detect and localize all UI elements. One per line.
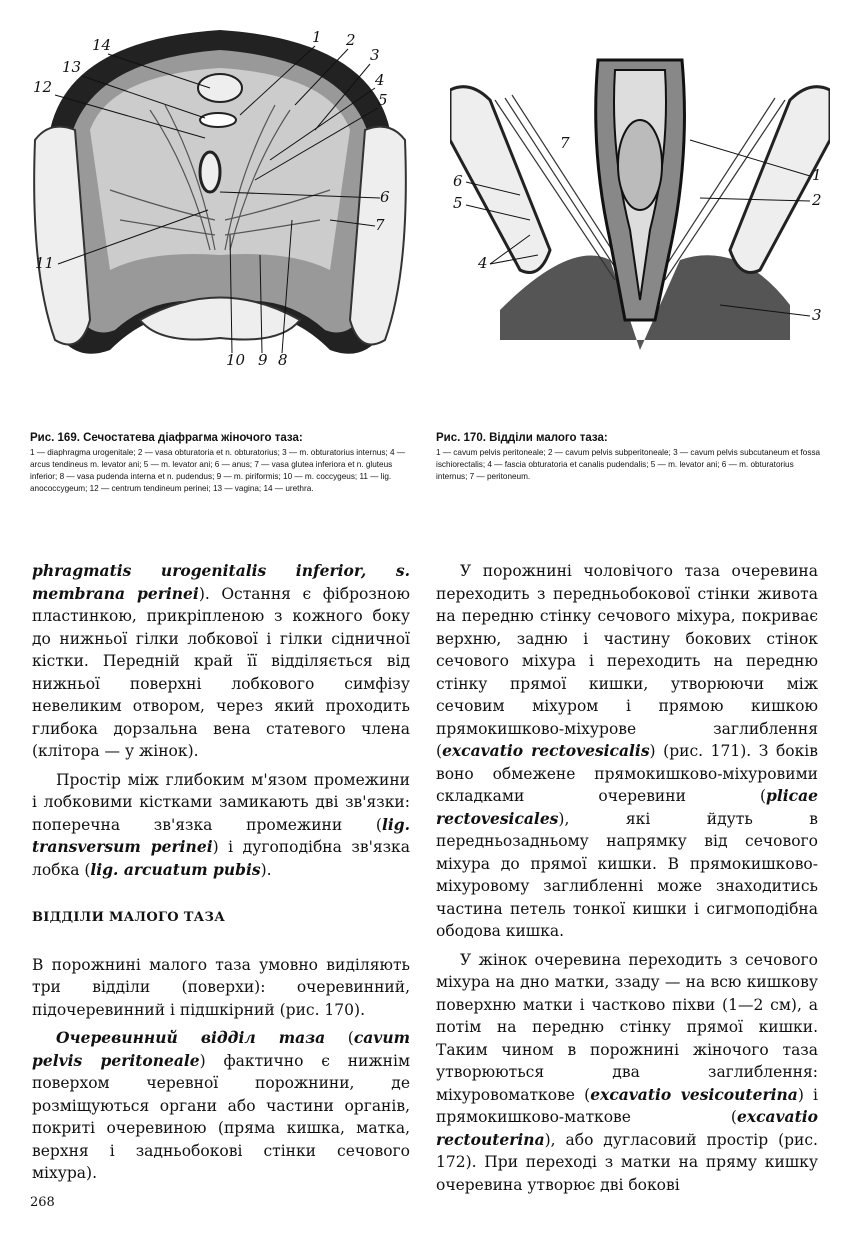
figure-169-caption-title: Рис. 169. Сечостатева діафрагма жіночого таза: [30,432,303,444]
fig169-label-4: 4 [375,71,385,89]
figure-170-illustration [450,20,830,375]
text-run: Простір між глибоким м'язом промежини і лобковими кістками замикають дві зв'язки: поперечна зв'язка промежини ( [32,770,410,834]
left-paragraph-4 [32,1027,410,1185]
left-paragraph-1 [32,560,410,763]
left-paragraph-3: В порожнині малого таза умовно виділяють три відділи (поверхи): очеревинний, підочеревинний і підшкірний (рис. 170). [32,955,410,1019]
figure-170-caption [436,432,826,483]
fig169-label-14: 14 [92,36,112,54]
fig169-label-12: 12 [33,78,53,96]
right-column [436,560,818,1202]
fig169-label-5: 5 [378,91,388,109]
fig169-label-1: 1 [312,28,322,46]
figure-169-caption-body: 1 — diaphragma urogenitale; 2 — vasa obturatoria et n. obturatorius; 3 — m. obturatorius internus; 4 — arcus tendineus m. levator ani; 5 — m. levator ani; 6 — anus; 7 — vasa glutea inferiora et n. gluteus inferior; 8 — vasa pudenda interna et n. pudendus; 9 — m. piriformis; 10 — m. coccygeus; 11 — lig. anococcygeum; 12 — centrum tendineum perinei; 13 — vagina; 14 — urethra. [30,448,406,493]
latin-term: lig. arcuatum pubis [90,859,261,879]
right-paragraph-1 [436,560,818,943]
fig170-label-4: 4 [478,254,488,272]
fig170-label-2: 2 [812,191,822,209]
fig169-label-13: 13 [62,58,82,76]
fig169-label-9: 9 [258,351,268,369]
right-paragraph-2 [436,949,818,1197]
latin-term: phragmatis urogenitalis inferior, s. membrana perinei [32,561,410,603]
term-heading: Очеревинний відділ таза [56,1028,326,1047]
text-run: ), які йдуть в передньозадньому напрямку від сечового міхура до прямої кишки. В прямокишково-міхуровому заглибленні може знаходитись частина петель тонкої кишки і сигмоподібна ободова кишка. [436,809,818,940]
left-column [32,560,410,1191]
figure-170-caption-title: Рис. 170. Відділи малого таза: [436,432,608,444]
fig170-label-7: 7 [560,134,570,152]
latin-term: excavatio rectovesicalis [442,741,650,760]
fig169-label-3: 3 [370,46,380,64]
text-run: ), або дугласовий простір (рис. 172). При переході з матки на пряму кишку очеревина утворює дві бокові [436,1130,818,1194]
text-run: ) і прямокишково-маткове ( [436,1085,818,1126]
fig170-label-3: 3 [812,306,822,324]
page-number: 268 [30,1195,55,1210]
fig170-label-6: 6 [453,172,463,190]
text-run: ) (рис. 171). З боків воно обмежене прямокишково-міхуровими складками очеревини ( [436,742,818,805]
fig169-label-7: 7 [375,216,385,234]
latin-term: plicae rectovesicales [436,786,818,828]
text-run: У жінок очеревина переходить з сечового міхура на дно матки, ззаду — на всю кишкову поверхню матки і частково піхви (1—2 см), а потім на передню стінку прямої кишки. Таким чином в порожнині жіночого таза утворюються два заглиблення: міхуровоматкове ( [436,950,818,1104]
left-paragraph-2 [32,769,410,882]
fig170-label-5: 5 [453,194,463,212]
latin-term: excavatio vesicouterina [590,1084,798,1104]
figure-169-caption [30,432,420,495]
fig169-label-2: 2 [346,31,356,49]
latin-term: cavum pelvis peritoneale [32,1028,410,1070]
section-heading: ВІДДІЛИ МАЛОГО ТАЗА [32,910,226,925]
fig169-label-11: 11 [35,254,55,272]
latin-term: lig. transversum perinei [32,814,410,856]
figure-169-illustration [30,20,410,375]
fig169-label-6: 6 [380,188,390,206]
text-run: ). Остання є фіброзною пластинкою, прикріпленою з кожного боку до нижньої гілки лобкової і гілки сідничної кістки. Передній край її відділяється від нижньої поверхні лобкового симфізу невеликим отвором, через який проходить глибока дорзальна вена статевого члена (клітора — у жінок). [32,584,410,760]
text-run: ) фактично є нижнім поверхом черевної порожнини, де розміщуються органи або частини органів, покриті очеревиною (пряма кишка, матка, верхня і задньобокові стінки сечового міхура). [32,1051,410,1182]
fig170-label-1: 1 [812,166,822,184]
text-run: ) і дугоподібна зв'язка лобка ( [32,838,410,879]
text-run: ). [260,860,272,879]
fig169-label-8: 8 [278,351,288,369]
figure-170-caption-body: 1 — cavum pelvis peritoneale; 2 — cavum pelvis subperitoneale; 3 — cavum pelvis subcutaneum et fossa ischiorectalis; 4 — fascia obturatoria et canalis pudendalis; 5 — m. levator ani; 6 — m. obturatorius internus; 7 — peritoneum. [436,448,821,481]
text-run: ( [325,1029,354,1047]
latin-term: excavatio rectouterina [436,1107,818,1149]
text-run: У порожнині чоловічого таза очеревина переходить з передньобокової стінки живота на передню стінку сечового міхура, покриває верхню, задню і частину бокових стінок сечового міхура і переходить на передню стінку прямої кишки, утворюючи між сечовим міхуром і прямою кишкою прямокишково-міхурове заглиблення ( [436,562,818,760]
fig169-label-10: 10 [226,351,246,369]
figure-170 [450,20,830,375]
figure-169 [30,20,410,375]
